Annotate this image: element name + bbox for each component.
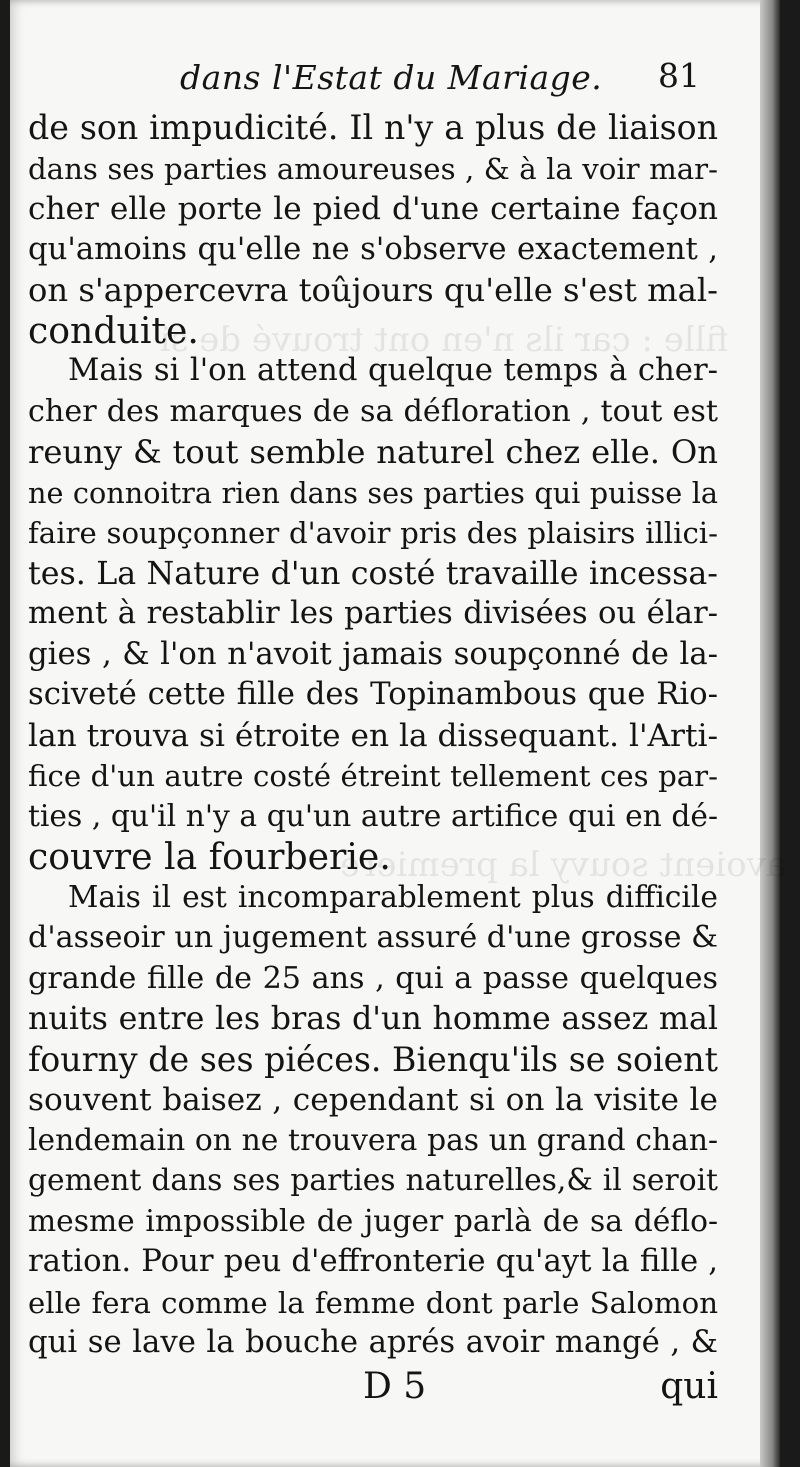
text-line: on s'appercevra toûjours qu'elle s'est mal- — [28, 271, 718, 309]
text-line: lendemain on ne trouvera pas un grand chan- — [28, 1122, 718, 1158]
text-line: sciveté cette fille des Topinambous que Rio- — [28, 677, 718, 712]
body-text — [28, 108, 718, 1364]
text-line: fice d'un autre costé étreint tellement ces par- — [28, 759, 718, 793]
text-line: lan trouva si étroite en la dissequant. l'Arti- — [28, 717, 718, 754]
show-through-text: avoient souvy la premiere — [340, 845, 787, 885]
text-line: qui se lave la bouche aprés avoir mangé , & — [28, 1325, 718, 1360]
text-line: gies , & l'on n'avoit jamais soupçonné de la- — [28, 636, 718, 672]
paragraph-start-line: Mais si l'on attend quelque temps à cher- — [68, 353, 718, 388]
text-line: dans ses parties amoureuses , & à la voir mar- — [28, 151, 718, 186]
text-line: gement dans ses parties naturelles,& il seroit — [28, 1163, 718, 1198]
text-line: fourny de ses piéces. Bienqu'ils se soient — [28, 1039, 718, 1079]
text-line: qu'amoins qu'elle ne s'observe exactement , — [28, 231, 718, 267]
text-line: d'asseoir un jugement assuré d'une grosse & — [28, 920, 718, 955]
text-line: mesme impossible de juger parlà de sa déflo- — [28, 1203, 718, 1239]
running-title: dans l'Estat du Mariage. — [180, 58, 603, 97]
text-line: ration. Pour peu d'effronterie qu'ayt la fille , — [28, 1244, 718, 1279]
text-line: reuny & tout semble naturel chez elle. On — [28, 433, 718, 471]
text-line: tes. La Nature d'un costé travaille incessa- — [28, 555, 718, 592]
signature-mark: D 5 — [363, 1366, 427, 1407]
text-line: cher elle porte le pied d'une certaine façon — [28, 191, 718, 227]
page-gutter-shadow — [760, 0, 780, 1467]
text-line: souvent baisez , cependant si on la visite le — [28, 1082, 718, 1118]
text-line: faire soupçonner d'avoir pris des plaisirs illici- — [28, 516, 718, 550]
text-line: de son impudicité. Il n'y a plus de liaison — [28, 108, 718, 147]
text-line: cher des marques de sa défloration , tout est — [28, 393, 718, 429]
catchword: qui — [660, 1366, 718, 1407]
text-line: couvre la fourberie. — [28, 835, 391, 878]
text-line: grande fille de 25 ans , qui a passe quelques — [28, 960, 718, 996]
paragraph-start-line: Mais il est incomparablement plus difficile — [68, 879, 718, 915]
text-line: ne connoitra rien dans ses parties qui puisse la — [28, 475, 718, 510]
text-line: ties , qu'il n'y a qu'un autre artifice qui en dé- — [28, 798, 718, 834]
book-page — [10, 0, 787, 1467]
text-line: conduite. — [28, 308, 199, 352]
show-through-text: fille : car ils n'en ont trouvé de si — [160, 320, 729, 360]
page-footer — [28, 1366, 718, 1410]
text-line: elle fera comme la femme dont parle Salomon — [28, 1285, 718, 1320]
text-line: ment à restablir les parties divisées ou élar- — [28, 596, 718, 631]
page-number: 81 — [658, 56, 700, 95]
text-line: nuits entre les bras d'un homme assez mal — [28, 1001, 718, 1037]
